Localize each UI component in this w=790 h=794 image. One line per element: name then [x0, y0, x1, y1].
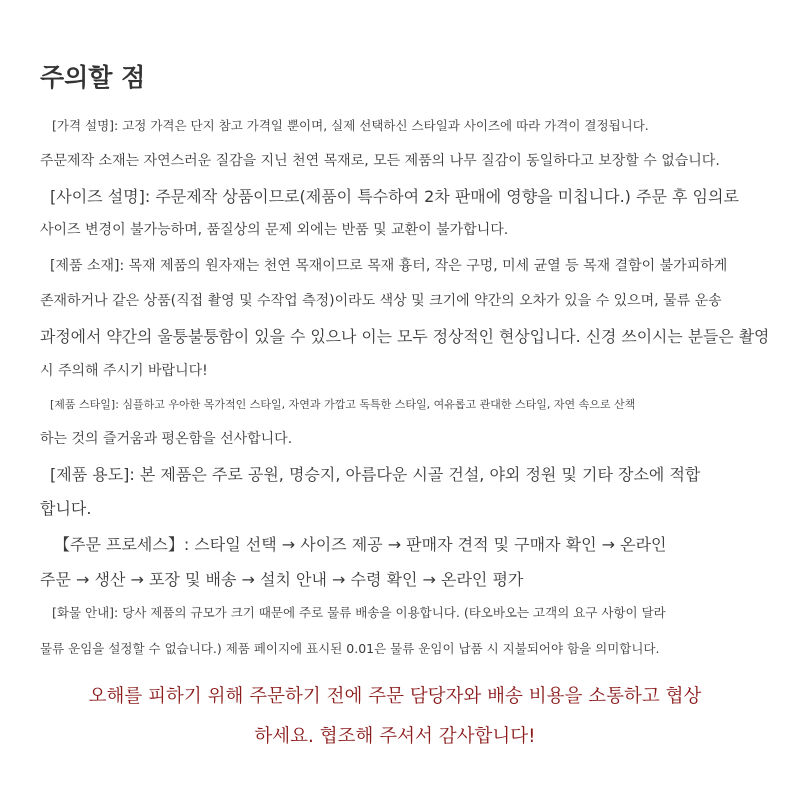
product-material-line-1: [제품 소재]: 목재 제품의 원자재는 천연 목재이므로 목재 흉터, 작은 구멍, 미세 균열 등 목재 결함이 불가피하게: [50, 258, 728, 274]
product-style-line-2: 하는 것의 즐거움과 평온함을 선사합니다.: [40, 431, 293, 447]
page-title: 주의할 점: [40, 63, 146, 92]
notice-line-1: 오해를 피하기 위해 주문하기 전에 주문 담당자와 배송 비용을 소통하고 협상: [88, 686, 702, 707]
product-use-line-2: 합니다.: [40, 499, 92, 518]
product-use-line-1: [제품 용도]: 본 제품은 주로 공원, 명승지, 아름다운 시골 건설, 야외 정원 및 기타 장소에 적합: [50, 465, 701, 484]
product-style-line-1: [제품 스타일]: 심플하고 우아한 목가적인 스타일, 자연과 가깝고 독특한 스타일, 여유롭고 관대한 스타일, 자연 속으로 산책: [50, 398, 636, 411]
freight-note-line-1: [화물 안내]: 당사 제품의 규모가 크기 때문에 주로 물류 배송을 이용합니다. (타오바오는 고객의 요구 사항이 달라: [52, 605, 666, 620]
freight-note-line-2: 물류 운임을 설정할 수 없습니다.) 제품 페이지에 표시된 0.01은 물류 운임이 납품 시 지불되어야 함을 의미합니다.: [40, 641, 660, 656]
order-process-line-2: 주문 → 생산 → 포장 및 배송 → 설치 안내 → 수령 확인 → 온라인 평가: [40, 570, 524, 589]
notice-line-2: 하세요. 협조해 주셔서 감사합니다!: [254, 726, 536, 747]
size-note-line-1: [사이즈 설명]: 주문제작 상품이므로(제품이 특수하여 2차 판매에 영향을 미칩니다.) 주문 후 임의로: [50, 187, 739, 206]
price-note-line-1: [가격 설명]: 고정 가격은 단지 참고 가격일 뿐이며, 실제 선택하신 스타일과 사이즈에 따라 가격이 결정됩니다.: [52, 118, 649, 133]
order-process-line-1: 【주문 프로세스】: 스타일 선택 → 사이즈 제공 → 판매자 견적 및 구매자 확인 → 온라인: [54, 535, 667, 554]
product-material-line-2: 존재하거나 같은 상품(직접 촬영 및 수작업 측정)이라도 색상 및 크기에 약간의 오차가 있을 수 있으며, 물류 운송: [40, 293, 722, 309]
product-material-line-3: 과정에서 약간의 울퉁불퉁함이 있을 수 있으나 이는 모두 정상적인 현상입니다. 신경 쓰이시는 분들은 촬영: [40, 327, 770, 346]
size-note-line-2: 사이즈 변경이 불가능하며, 품질상의 문제 외에는 반품 및 교환이 불가합니다.: [40, 222, 509, 238]
product-material-line-4: 시 주의해 주시기 바랍니다!: [40, 363, 208, 379]
material-note-line: 주문제작 소재는 자연스러운 질감을 지닌 천연 목재로, 모든 제품의 나무 질감이 동일하다고 보장할 수 없습니다.: [40, 153, 720, 169]
